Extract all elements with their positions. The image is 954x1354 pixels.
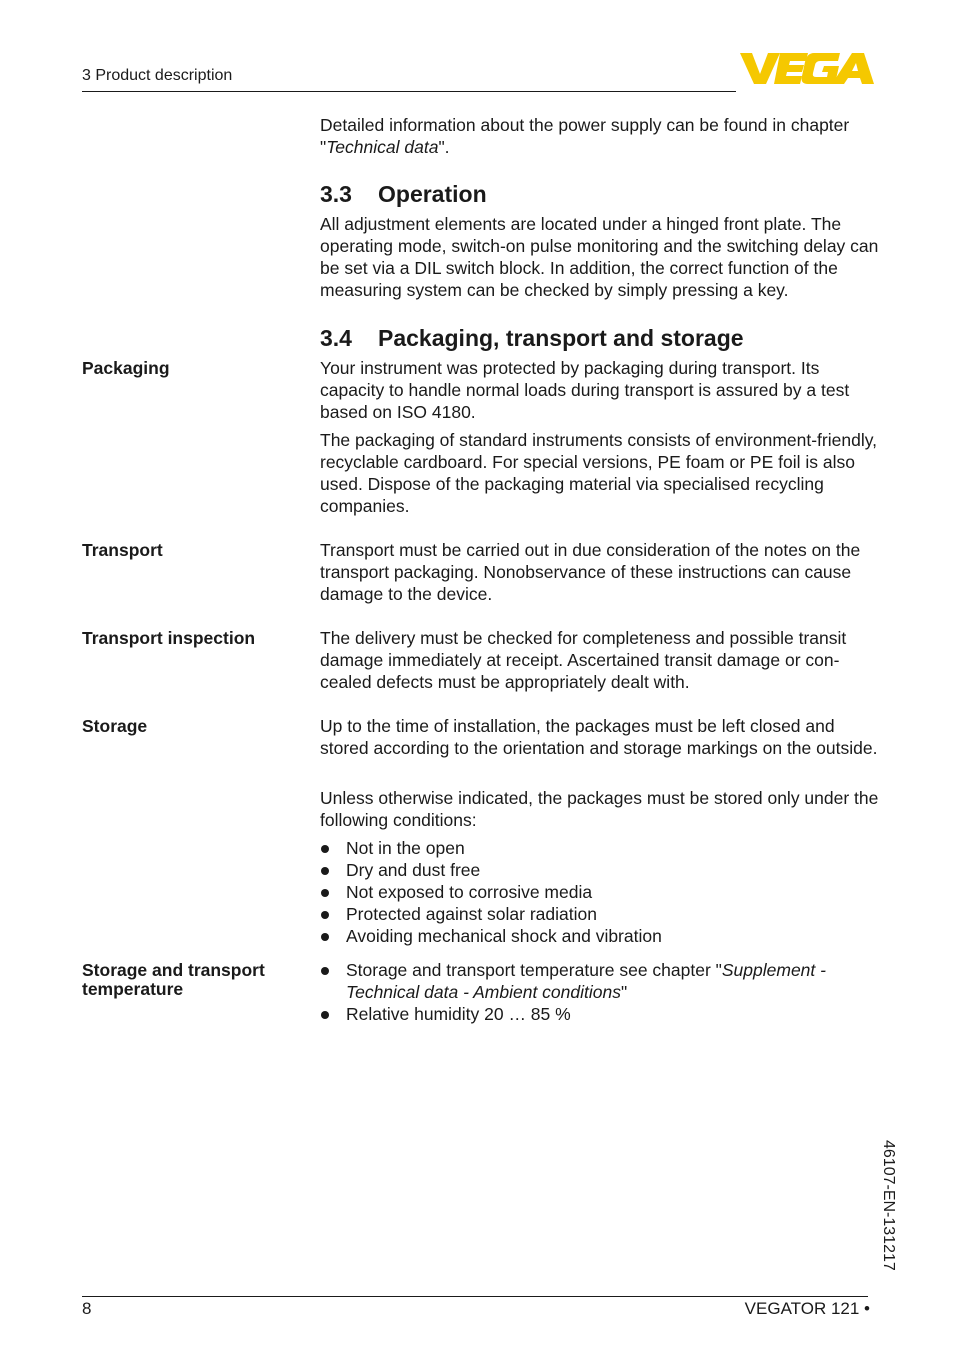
list-item: Storage and transport temperature see chapter "Supplement - Technical data - Ambient conditions" — [320, 959, 880, 1003]
list-item: Protected against solar radiation — [320, 903, 880, 925]
list-item: Avoiding mechanical shock and vibration — [320, 925, 880, 947]
temperature-list — [320, 959, 880, 1025]
header-rule — [82, 91, 736, 92]
operation-paragraph: All adjustment elements are located under a hinged front plate. The operating mode, switch-on pulse monitoring and the switching delay can be set via a DIL switch block. In addition, the correct function of the measuring system can be checked by simply pressing a key. — [320, 214, 879, 300]
side-label-packaging: Packaging — [82, 358, 170, 378]
vega-logo — [740, 50, 874, 86]
supplement-reference: Supplement - Technical data - Ambient conditions — [346, 960, 826, 1002]
section-heading-operation: 3.3 Operation — [320, 181, 487, 207]
page-number: 8 — [82, 1299, 92, 1318]
list-item: Relative humidity 20 … 85 % — [320, 1003, 880, 1025]
side-label-transport-inspection: Transport inspection — [82, 628, 256, 648]
transport-paragraph: Transport must be carried out in due consideration of the notes on the transport packaging. Nonobservance of these instructions can cause damage to the device. — [320, 540, 861, 604]
running-header: 3 Product description — [82, 67, 233, 84]
packaging-paragraph-2: The packaging of standard instruments consists of environment-friendly, recyclable cardboard. For special versions, PE foam or PE foil is also used. Dispose of the packaging material via specialised recycling companies. — [320, 430, 878, 516]
transport-inspection-paragraph: The delivery must be checked for completeness and possible transit damage immediately at receipt. Ascertained transit damage or con-cealed defects must be appropriately dealt with. — [320, 628, 847, 692]
footer-product-name: VEGATOR 121 • — [744, 1299, 870, 1318]
document-id: 46107-EN-131217 — [880, 1140, 897, 1271]
list-item: Not in the open — [320, 837, 880, 859]
storage-conditions-list — [320, 837, 880, 947]
list-item: Not exposed to corrosive media — [320, 881, 880, 903]
list-item: Dry and dust free — [320, 859, 880, 881]
footer-rule — [82, 1296, 868, 1297]
packaging-paragraph-1: Your instrument was protected by packaging during transport. Its capacity to handle normal loads during transport is assured by a test based on ISO 4180. — [320, 358, 850, 422]
side-label-transport: Transport — [82, 540, 163, 560]
intro-italic-reference: Technical data — [326, 137, 439, 157]
document-id-vertical — [867, 1140, 907, 1290]
storage-paragraph-1: Up to the time of installation, the packages must be left closed and stored according to the orientation and storage markings on the outside. — [320, 716, 878, 758]
storage-paragraph-2: Unless otherwise indicated, the packages must be stored only under the following conditions: — [320, 788, 879, 830]
side-label-storage-temperature: Storage and transport temperature — [82, 960, 265, 999]
intro-paragraph: Detailed information about the power supply can be found in chapter "Technical data". — [320, 115, 850, 157]
side-label-storage: Storage — [82, 716, 148, 736]
section-heading-packaging: 3.4 Packaging, transport and storage — [320, 325, 744, 351]
